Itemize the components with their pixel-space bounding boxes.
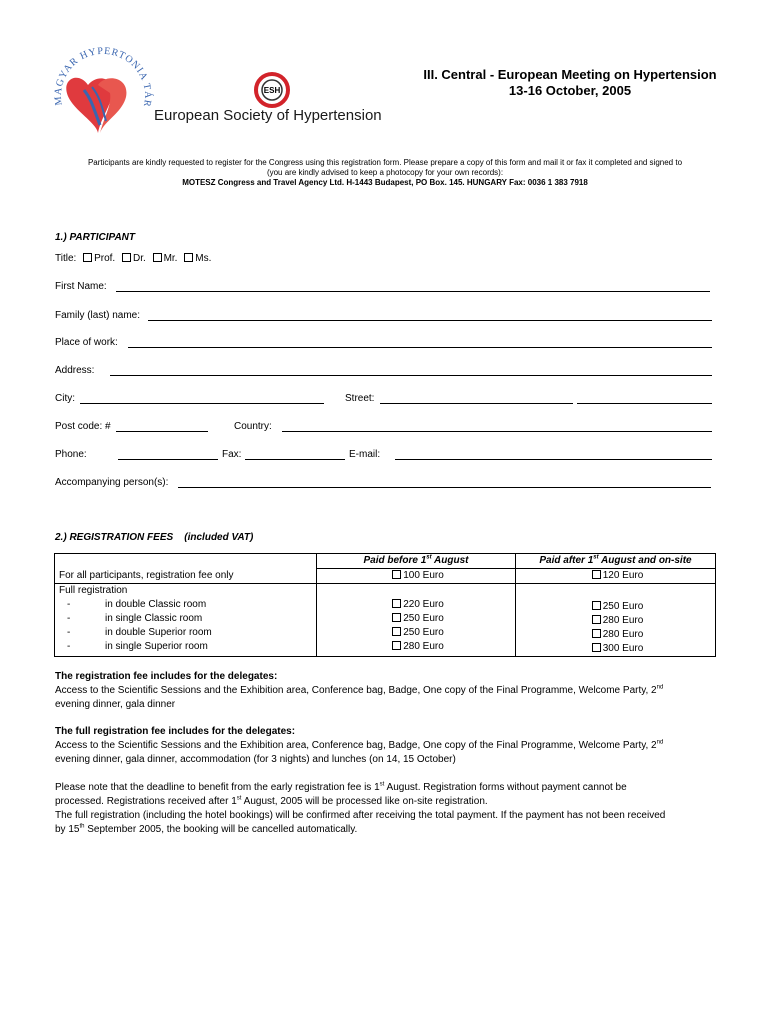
post-code-label: Post code: # [55,421,111,432]
accompanying-field[interactable] [178,487,711,488]
note-full-registration-fee: The full registration fee includes for the delegates: Access to the Scientific Sessions and the Exhibition area, Conference bag, Badge, One copy of the Final Programme, Welcome Party, 2nd evening dinner, gala dinner, accommodation (for 3 nights) and lunches (on 14, 15 October) [55,726,664,765]
basic-before-checkbox[interactable] [392,570,401,579]
fax-field[interactable] [245,459,345,460]
fax-label: Fax: [222,449,242,460]
dr-checkbox[interactable] [122,253,131,262]
svg-text:ESH: ESH [263,86,281,95]
fees-header-row: Paid before 1st August Paid after 1st August and on-site [55,554,716,569]
city-label: City: [55,393,75,404]
place-of-work-field[interactable] [128,347,712,348]
room2-after-checkbox[interactable] [592,615,601,624]
email-field[interactable] [395,459,712,460]
basic-after-checkbox[interactable] [592,570,601,579]
country-field[interactable] [282,431,712,432]
family-name-field[interactable] [148,320,712,321]
participant-heading: 1.) PARTICIPANT [55,232,136,243]
first-name-label: First Name: [55,281,107,292]
fees-heading: 2.) REGISTRATION FEES (included VAT) [55,532,254,543]
first-name-field[interactable] [116,291,710,292]
street-label: Street: [345,393,375,404]
room4-before-checkbox[interactable] [392,641,401,650]
email-label: E-mail: [349,449,381,460]
logo-hypertonia [48,45,158,145]
phone-label: Phone: [55,449,87,460]
meeting-title: III. Central - European Meeting on Hypertension 13-16 October, 2005 [423,67,717,98]
room1-before-checkbox[interactable] [392,599,401,608]
address-label: Address: [55,365,95,376]
logo-esh [150,68,400,128]
fee-row-full: Full registration - in double Classic room - in single Classic room - in double Superior room - in single Superior room 220 Euro 250 Euro 250 Euro 280 Euro 250 Euro 280 Euro 280 Euro 300 Euro [55,584,716,657]
room2-before-checkbox[interactable] [392,613,401,622]
note-registration-fee: The registration fee includes for the delegates: Access to the Scientific Sessions and the Exhibition area, Conference bag, Badge, One copy of the Final Programme, Welcome Party, 2nd evening dinner, gala dinner [55,671,664,710]
family-name-label: Family (last) name: [55,310,141,321]
street-field-1[interactable] [380,403,573,404]
address-field[interactable] [110,375,712,376]
room4-after-checkbox[interactable] [592,643,601,652]
phone-field[interactable] [118,459,218,460]
room3-after-checkbox[interactable] [592,629,601,638]
post-code-field[interactable] [116,431,208,432]
room1-after-checkbox[interactable] [592,601,601,610]
note-deadline: Please note that the deadline to benefit from the early registration fee is 1st August. Registration forms without payment cannot be processed. Registrations received after 1st August, 2005 will be processed like on-site registration. The full registration (including the hotel bookings) will be confirmed after receiving the total payment. If the payment has not been received by 15th September 2005, the booking will be cancelled automatically. [55,781,666,835]
svg-text:European Society of Hypertensi: European Society of Hypertension [154,107,382,124]
place-of-work-label: Place of work: [55,337,118,348]
fee-row-basic: For all participants, registration fee only 100 Euro 120 Euro [55,569,716,584]
prof-checkbox[interactable] [83,253,92,262]
mr-checkbox[interactable] [153,253,162,262]
country-label: Country: [234,421,272,432]
city-field[interactable] [80,403,324,404]
title-options: Title: Prof. Dr. Mr. Ms. [55,253,212,264]
fees-table [54,553,716,657]
ms-checkbox[interactable] [184,253,193,262]
room3-before-checkbox[interactable] [392,627,401,636]
accompanying-label: Accompanying person(s): [55,477,169,488]
svg-text:MAGYAR HYPERTONIA TÁRSASÁG: MAGYAR HYPERTONIA TÁR [52,45,154,109]
intro-text: Participants are kindly requested to register for the Congress using this registration form. Please prepare a copy of this form and mail it or fax it completed and signed to (you are kindly advised to keep a photocopy for your own records): MOTESZ Congress and Travel Agency Ltd. H-1443 Budapest, PO Box. 145. HUNGARY Fax: 0036 1 383 7918 [87,158,683,187]
street-field-2[interactable] [577,403,712,404]
